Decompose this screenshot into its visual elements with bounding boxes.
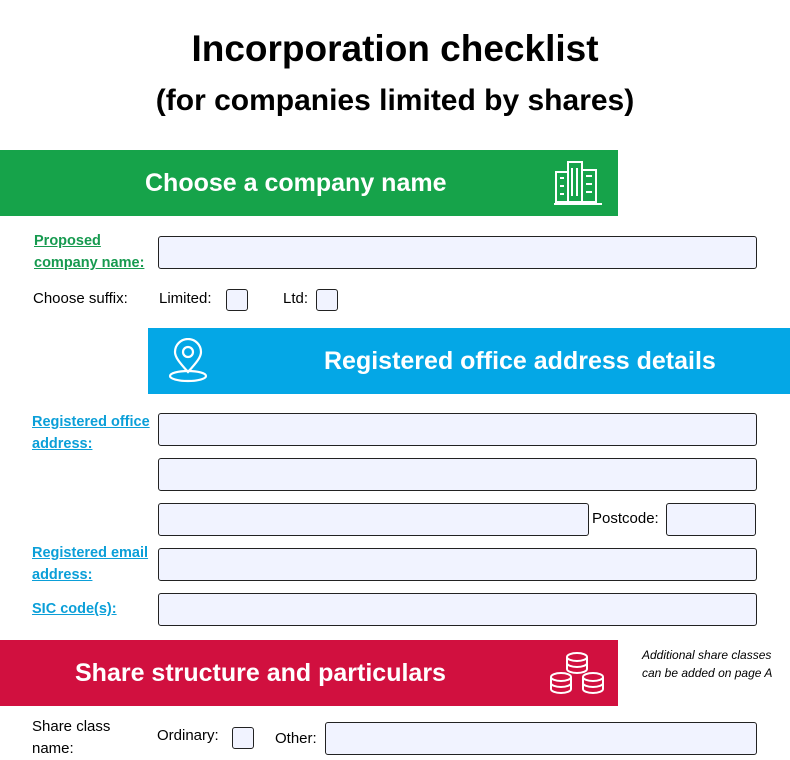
postcode-label: Postcode: <box>592 510 659 527</box>
ltd-checkbox[interactable] <box>316 289 338 311</box>
sic-input[interactable] <box>158 593 757 626</box>
suffix-label: Choose suffix: <box>33 290 128 307</box>
postcode-input[interactable] <box>666 503 756 536</box>
page-subtitle: (for companies limited by shares) <box>155 84 635 117</box>
office-heading: Registered office address details <box>324 346 716 375</box>
limited-label: Limited: <box>159 290 212 307</box>
buildings-icon <box>552 158 604 208</box>
ordinary-label: Ordinary: <box>157 727 219 744</box>
shares-heading: Share structure and particulars <box>75 658 446 687</box>
address-line3-input[interactable] <box>158 503 589 536</box>
coins-stack-icon <box>548 650 606 698</box>
ltd-label: Ltd: <box>283 290 309 307</box>
proposed-name-input[interactable] <box>158 236 757 269</box>
limited-checkbox[interactable] <box>226 289 248 311</box>
share-class-note: Additional share classes can be added on page A <box>642 648 773 680</box>
other-share-class-input[interactable] <box>325 722 757 755</box>
share-class-label: Share class name: <box>32 718 111 757</box>
office-banner <box>148 328 790 394</box>
address-line1-input[interactable] <box>158 413 757 446</box>
address-line2-input[interactable] <box>158 458 757 491</box>
office-address-link[interactable]: Registered office address: <box>32 414 150 452</box>
company-name-banner <box>0 150 618 216</box>
other-label: Other: <box>275 730 317 747</box>
email-input[interactable] <box>158 548 757 581</box>
shares-banner <box>0 640 618 706</box>
email-link[interactable]: Registered email address: <box>32 545 149 583</box>
company-name-heading: Choose a company name <box>145 168 447 197</box>
sic-link[interactable]: SIC code(s): <box>32 601 117 617</box>
ordinary-checkbox[interactable] <box>232 727 254 749</box>
location-pin-icon <box>166 338 210 384</box>
proposed-name-link[interactable]: Proposed company name: <box>34 233 145 271</box>
page-title: Incorporation checklist <box>191 28 599 69</box>
